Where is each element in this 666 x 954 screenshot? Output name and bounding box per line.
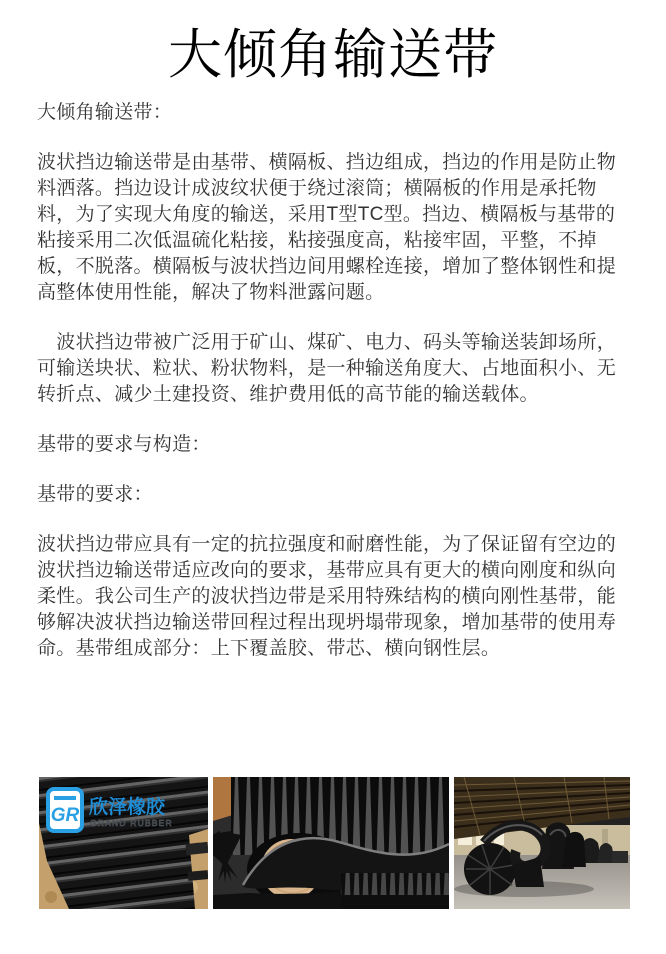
- page-title: 大倾角输送带: [168, 25, 498, 85]
- sidewall-panel-image: [39, 777, 208, 909]
- logo-cn-text: 欣泽橡胶: [89, 797, 166, 818]
- product-article-page: [0, 24, 666, 954]
- warehouse-image: [454, 777, 630, 909]
- product-photo-sidewall-panel: [39, 777, 208, 909]
- gr-logo-icon: [48, 789, 82, 831]
- gr-monogram: GR: [50, 805, 80, 826]
- paragraph-structure: 波状挡边输送带是由基带、横隔板、挡边组成，挡边的作用是防止物料洒落。挡边设计成波纹状便于绕过滚筒；横隔板的作用是承托物料，为了实现大角度的输送，采用T型TC型。挡边、横隔板与基带的粘接采用二次低温硫化粘接，粘接强度高，粘接牢固，平整，不掉板，不脱落。横隔板与波状挡边间用螺栓连接，增加了整体钢性和提高整体使用性能，解决了物料泄露问题。: [37, 152, 617, 303]
- paragraph-applications: 波状挡边带被广泛用于矿山、煤矿、电力、码头等输送装卸场所，可输送块状、粒状、粉状物料，是一种输送角度大、占地面积小、无转折点、减少土建投资、维护费用低的高节能的输送载体。: [37, 332, 617, 405]
- paragraph-baseband-heading: 基带的要求与构造：: [37, 434, 211, 455]
- product-photo-belt-loop: [213, 777, 449, 909]
- product-photo-warehouse: [454, 777, 630, 909]
- paragraph-baseband-req-heading: 基带的要求：: [37, 484, 153, 505]
- paragraph-baseband-detail: 波状挡边带应具有一定的抗拉强度和耐磨性能，为了保证留有空边的波状挡边输送带适应改向的要求，基带应具有更大的横向刚度和纵向柔性。我公司生产的波状挡边带是采用特殊结构的横向刚性基带，能够解决波状挡边输送带回程过程出现坍塌带现象，增加基带的使用寿命。基带组成部分：上下覆盖胶、带芯、横向钢性层。: [37, 534, 617, 659]
- article-content: [0, 24, 666, 662]
- product-description: [37, 100, 629, 662]
- belt-loop-image: [213, 777, 449, 909]
- logo-en-text: GRAND RUBBER: [90, 818, 173, 828]
- product-photo-gallery: [39, 777, 630, 909]
- paragraph-intro-label: 大倾角输送带：: [37, 102, 173, 123]
